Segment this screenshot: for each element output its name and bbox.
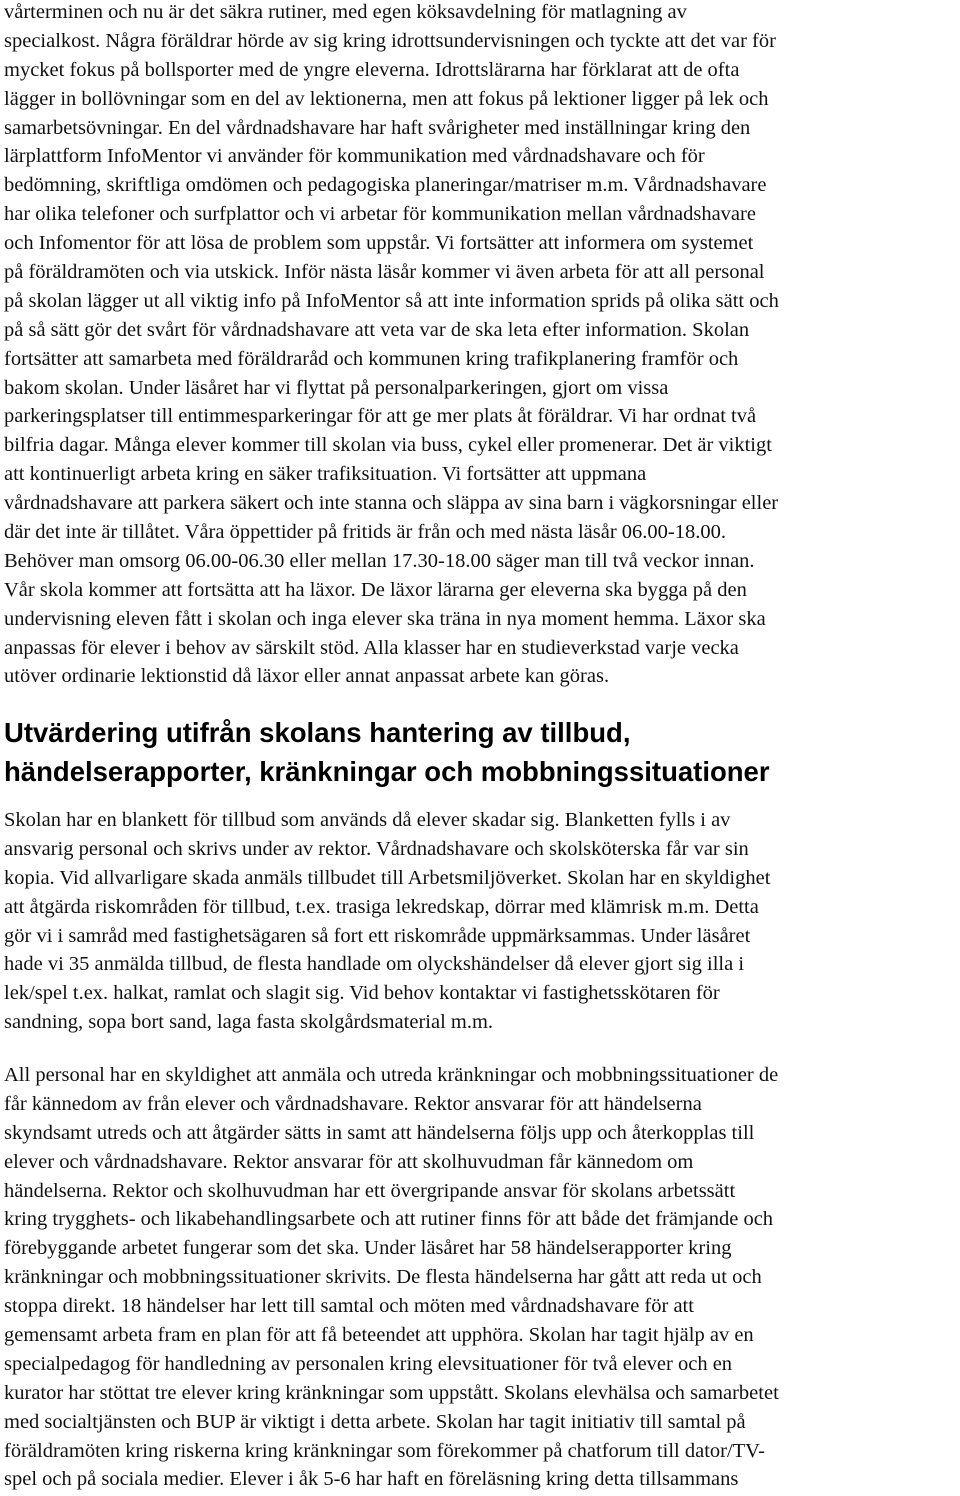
text-line: har olika telefoner och surfplattor och vi arbetar för kommunikation mellan vårdnadshavare — [4, 203, 756, 226]
text-line: vårterminen och nu är det säkra rutiner, med egen köksavdelning för matlagning av — [4, 1, 687, 23]
text-line: specialkost. Några föräldrar hörde av sig kring idrottsundervisningen och tyckte att det var för — [4, 29, 776, 52]
text-line: och Infomentor för att lösa de problem som uppstår. Vi fortsätter att informera om systemet — [4, 232, 754, 255]
text-line: samarbetsövningar. En del vårdnadshavare har haft svårigheter med inställningar kring den — [4, 116, 751, 139]
text-line: lek/spel t.ex. halkat, ramlat och slagit sig. Vid behov kontaktar vi fastighetsskötaren för — [4, 982, 720, 1005]
text-line: ansvarig personal och skrivs under av rektor. Vårdnadshavare och skolsköterska får var sin — [4, 837, 749, 860]
paragraph-homework-and-parents — [4, 0, 954, 691]
heading-line: händelserapporter, kränkningar och mobbningssituationer — [4, 756, 770, 787]
text-line: sandning, sopa bort sand, laga fasta skolgårdsmaterial m.m. — [4, 1011, 494, 1034]
paragraph-bullying-reports — [4, 1061, 954, 1494]
paragraph-incidents — [4, 806, 954, 1037]
text-line: kring trygghets- och likabehandlingsarbete och att rutiner finns för att både det främjande och — [4, 1208, 774, 1231]
text-line: förebyggande arbetet fungerar som det ska. Under läsåret har 58 händelserapporter kring — [4, 1237, 732, 1260]
text-line: elever och vårdnadshavare. Rektor ansvarar för att skolhuvudman får kännedom om — [4, 1150, 694, 1173]
text-line: på föräldramöten och via utskick. Inför nästa läsår kommer vi även arbeta för att all personal — [4, 261, 765, 284]
text-line: spel och på sociala medier. Elever i åk 5-6 har haft en föreläsning kring detta tillsammans — [4, 1468, 739, 1491]
text-line: stoppa direkt. 18 händelser har lett till samtal och möten med vårdnadshavare för att — [4, 1295, 694, 1318]
text-line: kurator har stöttat tre elever kring kränkningar som uppstått. Skolans elevhälsa och samarbetet — [4, 1381, 779, 1404]
text-line: på skolan lägger ut all viktig info på InfoMentor så att inte information sprids på olika sätt och — [4, 289, 779, 312]
text-line: hade vi 35 anmälda tillbud, de flesta handlade om olyckshändelser då elever gjort sig illa i — [4, 953, 745, 976]
text-line: kopia. Vid allvarligare skada anmäls tillbudet till Arbetsmiljöverket. Skolan har en skyldighet — [4, 866, 771, 889]
text-line: specialpedagog för handledning av personalen kring elevsituationer för två elever och en — [4, 1352, 733, 1375]
text-line: gemensamt arbeta fram en plan för att få beteendet att upphöra. Skolan har tagit hjälp av en — [4, 1324, 754, 1347]
text-line: Skolan har en blankett för tillbud som används då elever skadar sig. Blanketten fylls i av — [4, 809, 731, 831]
text-line: att åtgärda riskområden för tillbud, t.ex. trasiga lekredskap, dörrar med klämrisk m.m. Detta — [4, 895, 759, 918]
text-line: parkeringsplatser till entimmesparkeringar för att ge mer plats åt föräldrar. Vi har ordnat två — [4, 405, 757, 428]
text-line: Vår skola kommer att fortsätta att ha läxor. De läxor lärarna ger eleverna ska bygga på den — [4, 578, 747, 601]
text-line: lägger in bollövningar som en del av lektionerna, men att fokus på lektioner ligger på lek och — [4, 87, 769, 110]
text-line: utöver ordinarie lektionstid då läxor eller annat anpassat arbete kan göras. — [4, 665, 610, 688]
text-line: bedömning, skriftliga omdömen och pedagogiska planeringar/matriser m.m. Vårdnadshavare — [4, 174, 767, 197]
text-line: mycket fokus på bollsporter med de yngre eleverna. Idrottslärarna har förklarat att de ofta — [4, 58, 740, 81]
text-line: händelserna. Rektor och skolhuvudman har ett övergripande ansvar för skolans arbetssätt — [4, 1179, 736, 1202]
text-line: föräldramöten kring riskerna kring kränkningar som förekommer på chatforum till dator/TV- — [4, 1439, 765, 1462]
section-heading — [4, 713, 954, 791]
text-line: gör vi i samråd med fastighetsägaren så fort ett riskområde uppmärksammas. Under läsåret — [4, 924, 751, 947]
text-line: bilfria dagar. Många elever kommer till skolan via buss, cykel eller promenerar. Det är viktigt — [4, 434, 772, 457]
text-line: kränkningar och mobbningssituationer skrivits. De flesta händelserna har gått att reda ut och — [4, 1266, 762, 1289]
text-line: på så sätt gör det svårt för vårdnadshavare att veta var de ska leta efter information. Skolan — [4, 318, 750, 341]
text-line: Behöver man omsorg 06.00-06.30 eller mellan 17.30-18.00 säger man till två veckor innan. — [4, 549, 755, 572]
text-line: får kännedom av från elever och vårdnadshavare. Rektor ansvarar för att händelserna — [4, 1092, 702, 1115]
text-line: skyndsamt utreds och att åtgärder sätts in samt att händelserna följs upp och återkopplas till — [4, 1121, 755, 1144]
text-line: All personal har en skyldighet att anmäla och utreda kränkningar och mobbningssituationer de — [4, 1064, 779, 1086]
text-line: anpassas för elever i behov av särskilt stöd. Alla klasser har en studieverkstad varje vecka — [4, 636, 739, 659]
text-line: fortsätter att samarbeta med föräldraråd och kommunen kring trafikplanering framför och — [4, 347, 739, 370]
text-line: att kontinuerligt arbeta kring en säker trafiksituation. Vi fortsätter att uppmana — [4, 463, 647, 486]
text-line: vårdnadshavare att parkera säkert och inte stanna och släppa av sina barn i vägkorsningar eller — [4, 492, 779, 515]
text-line: lärplattform InfoMentor vi använder för kommunikation med vårdnadshavare och för — [4, 145, 705, 168]
text-line: bakom skolan. Under läsåret har vi flyttat på personalparkeringen, gjort om vissa — [4, 376, 669, 399]
text-line: med socialtjänsten och BUP är viktigt i detta arbete. Skolan har tagit initiativ till samtal på — [4, 1410, 746, 1433]
heading-line: Utvärdering utifrån skolans hantering av tillbud, — [4, 717, 631, 748]
text-line: där det inte är tillåtet. Våra öppettider på fritids är från och med nästa läsår 06.00-18.00. — [4, 521, 726, 544]
text-line: undervisning eleven fått i skolan och inga elever ska träna in nya moment hemma. Läxor ska — [4, 607, 766, 630]
